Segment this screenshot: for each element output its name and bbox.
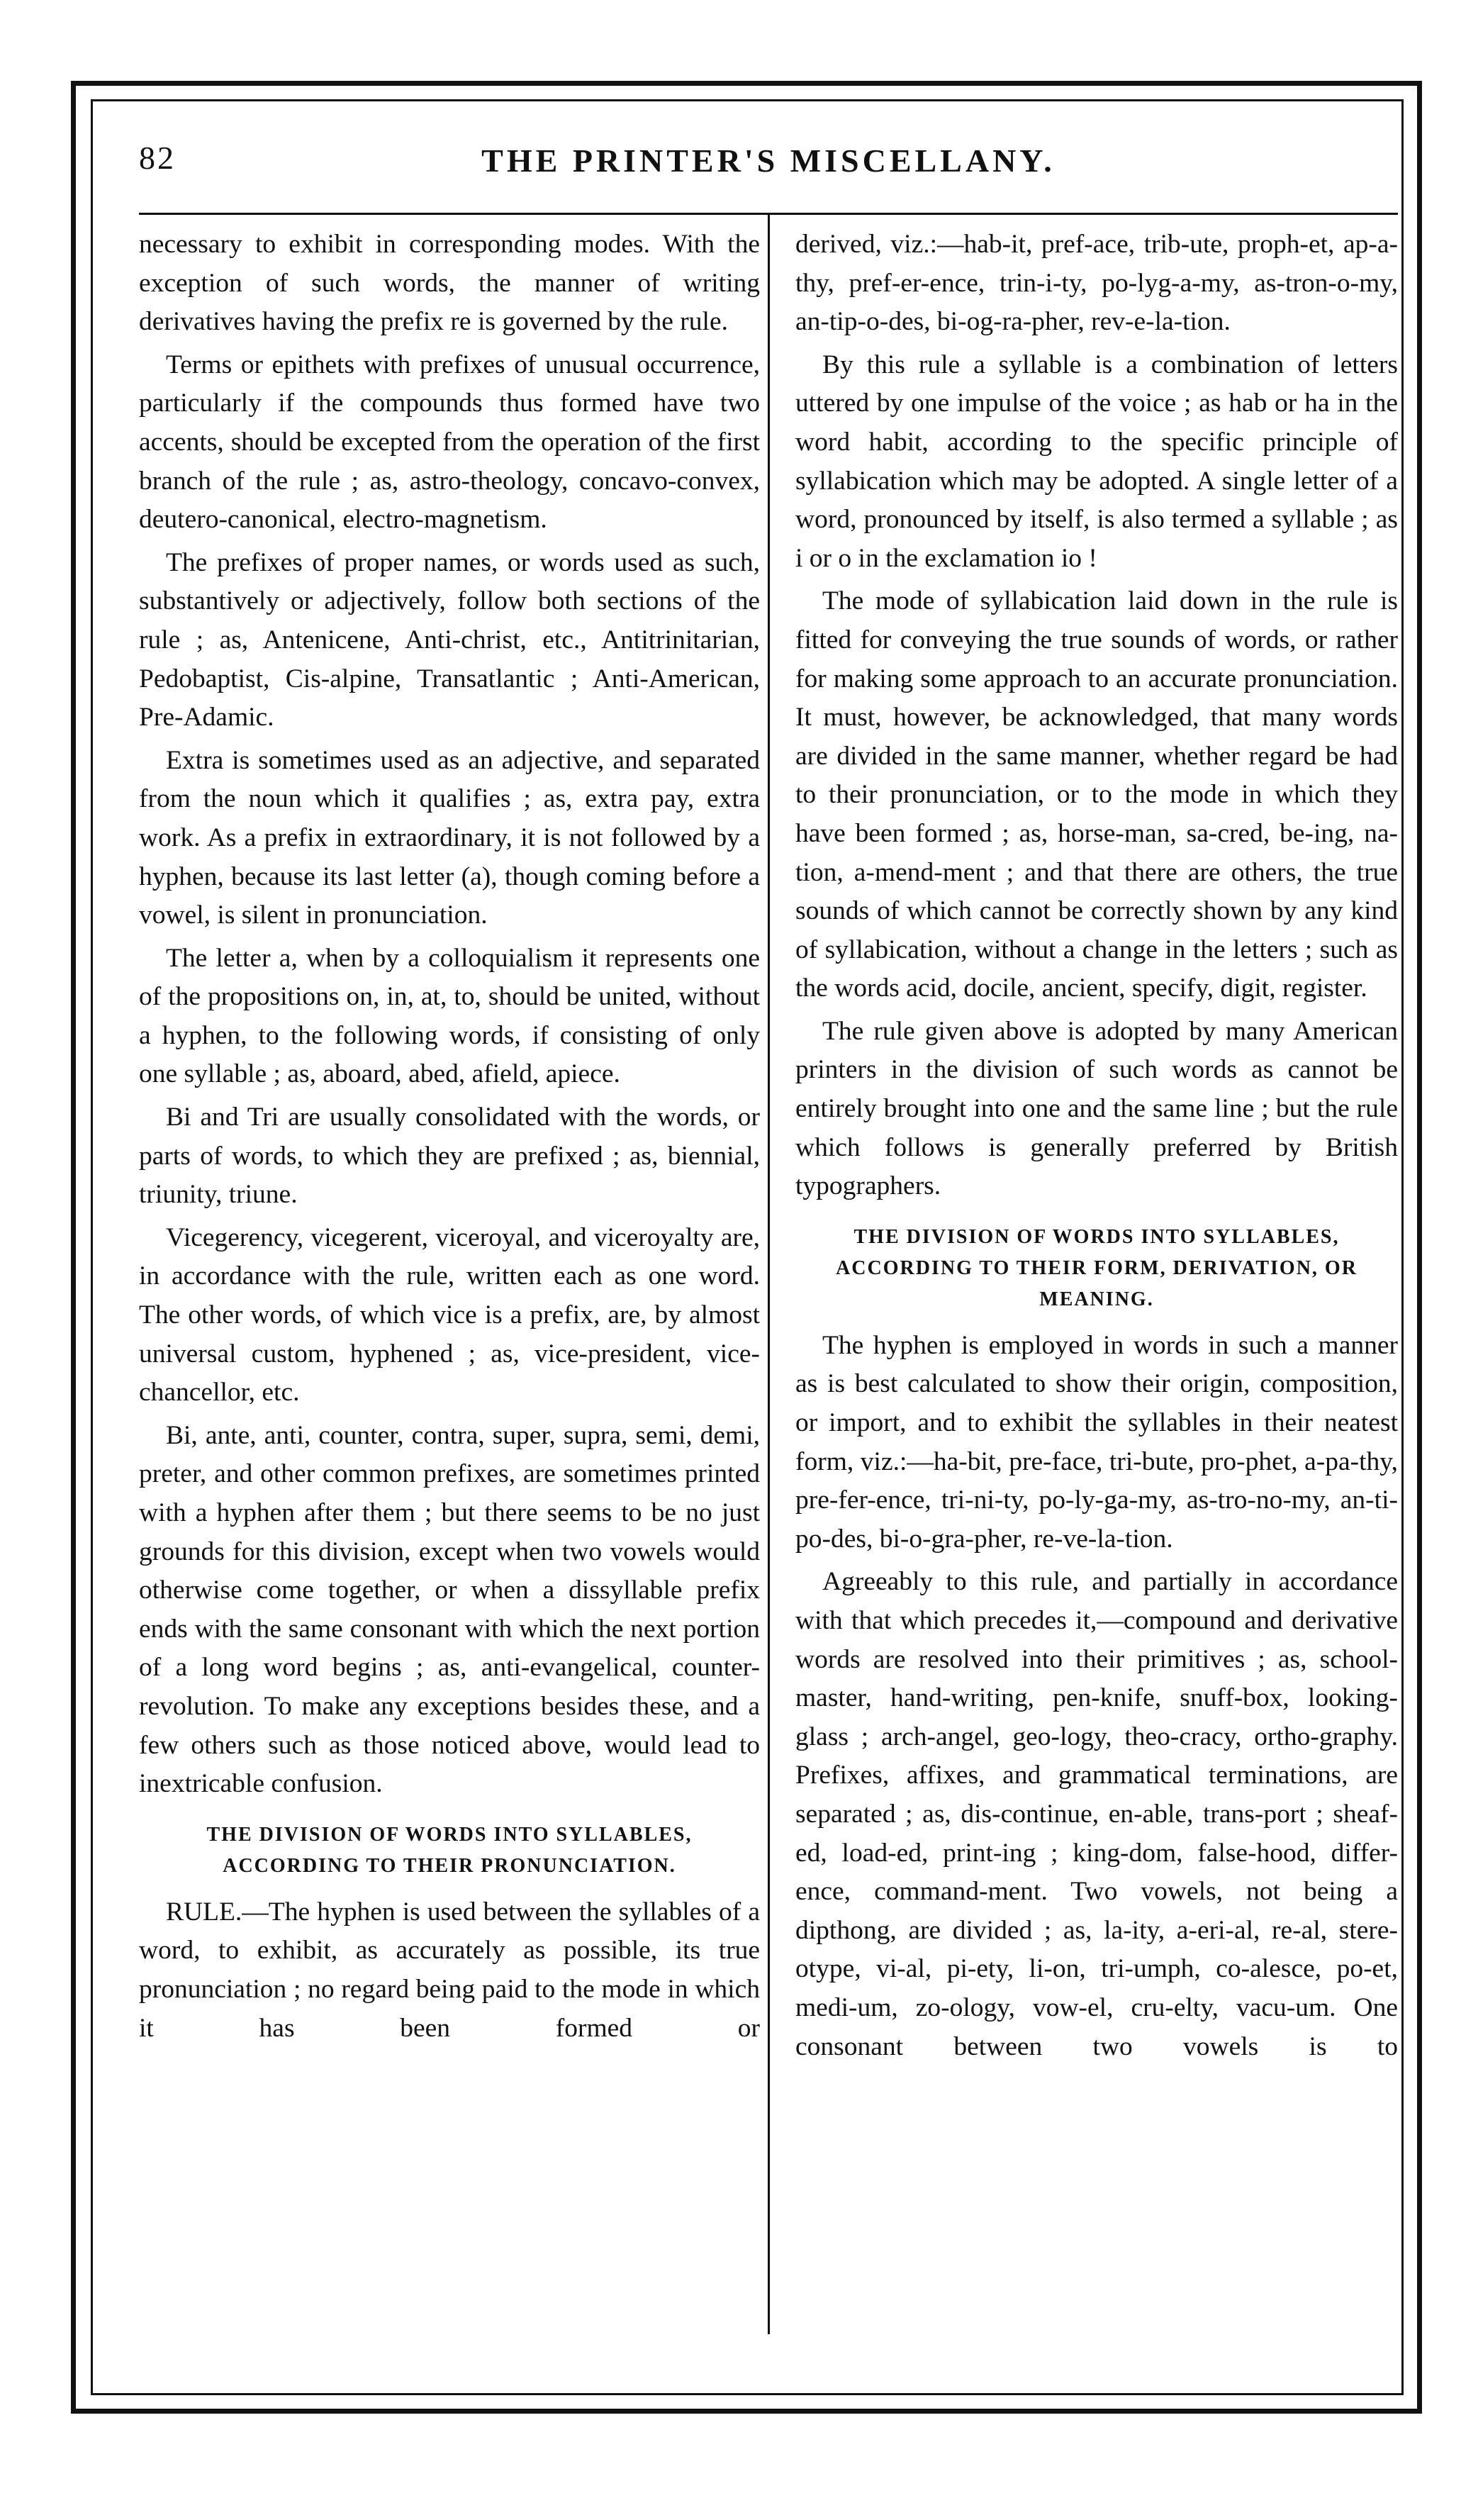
paragraph: Bi and Tri are usually consolidated with the words, or parts of words, to which they are prefixed ; as, biennial, triunity, triune. xyxy=(139,1103,760,1210)
page-number: 82 xyxy=(139,140,176,176)
page-header xyxy=(139,135,1398,199)
paragraph: The rule given above is adopted by many American printers in the division of such words as cannot be entirely brought into one and the same line ; but the rule which follows is generally preferred by British typographers. xyxy=(795,1016,1398,1201)
section-heading-text: THE DIVISION OF WORDS INTO SYLLABLES, ACCORDING TO THEIR PRONUNCIATION. xyxy=(206,1823,693,1877)
paragraph: The letter a, when by a colloquialism it represents one of the propositions on, in, at, to, should be united, without a hyphen, to the following words, if consisting of only one syllable ; as, aboard, abed, afield, apiece. xyxy=(139,943,760,1089)
paragraph: RULE.—The hyphen is used between the syllables of a word, to exhibit, as accurately as possible, its true pronunciation ; no regard being paid to the mode in which it has been formed or xyxy=(139,1897,760,2043)
paragraph: Extra is sometimes used as an adjective, and separated from the noun which it qualifies ; as, extra pay, extra work. As a prefix in extraordinary, it is not followed by a hyphen, because its last letter (a), though coming before a vowel, is silent in pronunciation. xyxy=(139,745,760,930)
paragraph: derived, viz.:—hab-it, pref-ace, trib-ute, proph-et, ap-a-thy, pref-er-ence, trin-i-ty, po-lyg-a-my, as-tron-o-my, an-tip-o-des, bi-og-ra-pher, rev-e-la-tion. xyxy=(795,230,1398,337)
paragraph: The hyphen is employed in words in such a manner as is best calculated to show their origin, composition, or import, and to exhibit the syllables in their neatest form, viz.:—ha-bit, pre-face, tri-bute, pro-phet, a-pa-thy, pre-fer-ence, tri-ni-ty, po-ly-ga-my, as-tro-no-my, an-ti-po-des, bi-o-gra-pher, re-ve-la-tion. xyxy=(795,1330,1398,1554)
paragraph: Vicegerency, vicegerent, viceroyal, and viceroyalty are, in accordance with the rule, written each as one word. The other words, of which vice is a prefix, are, by almost universal custom, hyphened ; as, vice-president, vice-chancellor, etc. xyxy=(139,1222,760,1407)
paragraph: Terms or epithets with prefixes of unusual occurrence, particularly if the compounds thus formed have two accents, should be excepted from the operation of the first branch of the rule ; as, astro-theology, concavo-convex, deutero-canonical, electro-magnetism. xyxy=(139,350,760,535)
section-heading-text: THE DIVISION OF WORDS INTO SYLLABLES, ACCORDING TO THEIR FORM, DERIVATION, OR MEANING. xyxy=(836,1225,1358,1310)
paragraph: The mode of syllabication laid down in the rule is fitted for conveying the true sounds of words, or rather for making some approach to an accurate pronunciation. It must, however, be acknowledged, that many words are divided in the same manner, whether regard be had to their pronunciation, or to the mode in which they have been formed ; as, horse-man, sa-cred, be-ing, na-tion, a-mend-ment ; and that there are others, the true sounds of which cannot be correctly shown by any kind of syllabication, without a change in the letters ; such as the words acid, docile, ancient, specify, digit, register. xyxy=(795,586,1398,1003)
paragraph: necessary to exhibit in corresponding modes. With the exception of such words, the manner of writing derivatives having the prefix re is governed by the rule. xyxy=(139,230,760,337)
paragraph: Bi, ante, anti, counter, contra, super, supra, semi, demi, preter, and other common prefixes, are sometimes printed with a hyphen after them ; but there seems to be no just grounds for this division, except when two vowels would otherwise come together, or when a dissyllable prefix ends with the same consonant with which the next portion of a long word begins ; as, anti-evangelical, counter-revolution. To make any exceptions besides these, and a few others such as those noticed above, would lead to inextricable confusion. xyxy=(139,1420,760,1799)
right-column xyxy=(795,225,1398,2070)
running-title: THE PRINTER'S MISCELLANY. xyxy=(481,143,1056,179)
paragraph: Agreeably to this rule, and partially in accordance with that which precedes it,—compound and derivative words are resolved into their primitives ; as, school-master, hand-writing, pen-knife, snuff-box, looking-glass ; arch-angel, geo-logy, theo-cracy, ortho-graphy. Prefixes, affixes, and grammatical terminations, are separated ; as, dis-continue, en-able, trans-port ; sheaf-ed, load-ed, print-ing ; king-dom, false-hood, differ-ence, command-ment. Two vowels, not being a dipthong, are divided ; as, la-ity, a-eri-al, re-al, stere-otype, vi-al, pi-ety, li-on, tri-umph, co-alesce, po-et, medi-um, zo-ology, vow-el, cru-elty, vacu-um. One consonant between two vowels is to xyxy=(795,1567,1398,2061)
paragraph: The prefixes of proper names, or words used as such, substantively or adjectively, follow both sections of the rule ; as, Antenicene, Anti-christ, etc., Antitrinitarian, Pedobaptist, Cis-alpine, Transatlantic ; Anti-American, Pre-Adamic. xyxy=(139,547,760,732)
paragraph: By this rule a syllable is a combination of letters uttered by one impulse of the voice ; as hab or ha in the word habit, according to the specific principle of syllabication which may be adopted. A single letter of a word, pronounced by itself, is also termed a syllable ; as i or o in the exclamation io ! xyxy=(795,350,1398,573)
column-divider xyxy=(768,214,770,2334)
section-heading xyxy=(802,1222,1391,1315)
section-heading xyxy=(146,1819,753,1882)
left-column xyxy=(139,225,760,2052)
